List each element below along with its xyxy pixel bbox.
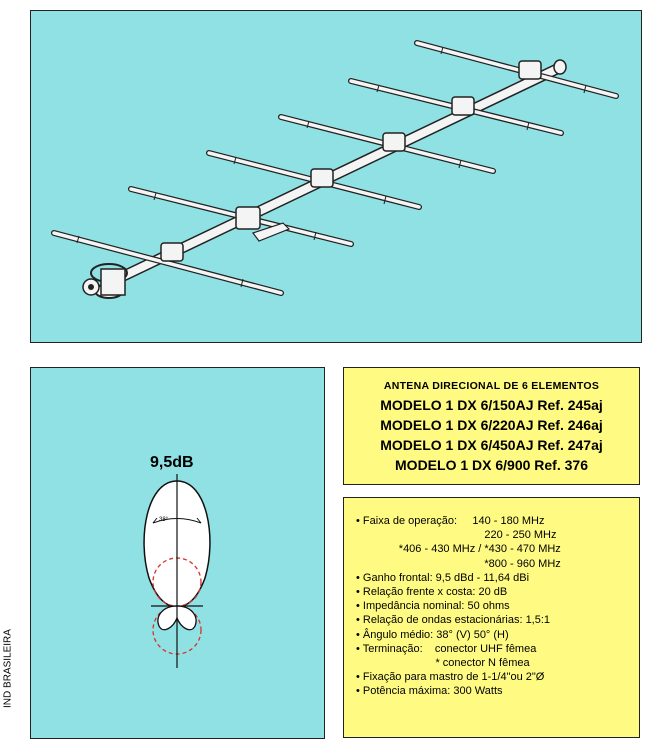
model-line: MODELO 1 DX 6/450AJ Ref. 247aj: [380, 437, 603, 453]
spec-frequency-range: *406 - 430 MHz / *430 - 470 MHz: [356, 543, 561, 556]
spec-termination: * conector N fêmea: [356, 657, 530, 670]
yagi-antenna-drawing: [31, 11, 640, 341]
spec-vswr: • Relação de ondas estacionárias: 1,5:1: [356, 614, 551, 627]
spec-frequency-range: *800 - 960 MHz: [356, 557, 561, 570]
gain-label: 9,5dB: [150, 454, 194, 471]
spec-termination: • Terminação: conector UHF fêmea: [356, 642, 537, 655]
spec-frequency-range: • Faixa de operação: 140 - 180 MHz: [356, 515, 545, 527]
spec-max-power: • Potência máxima: 300 Watts: [356, 685, 503, 698]
antenna-type-title: ANTENA DIRECIONAL DE 6 ELEMENTOS: [383, 380, 600, 392]
spec-front-back-ratio: • Relação frente x costa: 20 dB: [356, 586, 508, 599]
spec-frequency-range: 220 - 250 MHz: [356, 529, 557, 542]
spec-impedance: • Impedância nominal: 50 ohms: [356, 600, 510, 613]
model-line: MODELO 1 DX 6/220AJ Ref. 246aj: [380, 417, 603, 433]
antenna-illustration-panel: [30, 10, 642, 343]
specifications-box: [343, 497, 640, 738]
model-title-box: [343, 367, 640, 485]
radiation-pattern-panel: [30, 367, 325, 739]
model-line: MODELO 1 DX 6/150AJ Ref. 245aj: [380, 397, 603, 413]
radiation-pattern-diagram: [31, 368, 323, 737]
side-label-text: IND BRASILEIRA: [2, 629, 14, 708]
model-line: MODELO 1 DX 6/900 Ref. 376: [395, 457, 588, 473]
beamwidth-angle-label: 38°: [159, 517, 169, 523]
spec-gain: • Ganho frontal: 9,5 dBd - 11,64 dBi: [356, 571, 530, 584]
manufacturer-side-label: [0, 620, 14, 720]
spec-mounting: • Fixação para mastro de 1-1/4"ou 2"Ø: [356, 671, 545, 684]
spec-angle: • Ângulo médio: 38° (V) 50° (H): [356, 628, 509, 641]
